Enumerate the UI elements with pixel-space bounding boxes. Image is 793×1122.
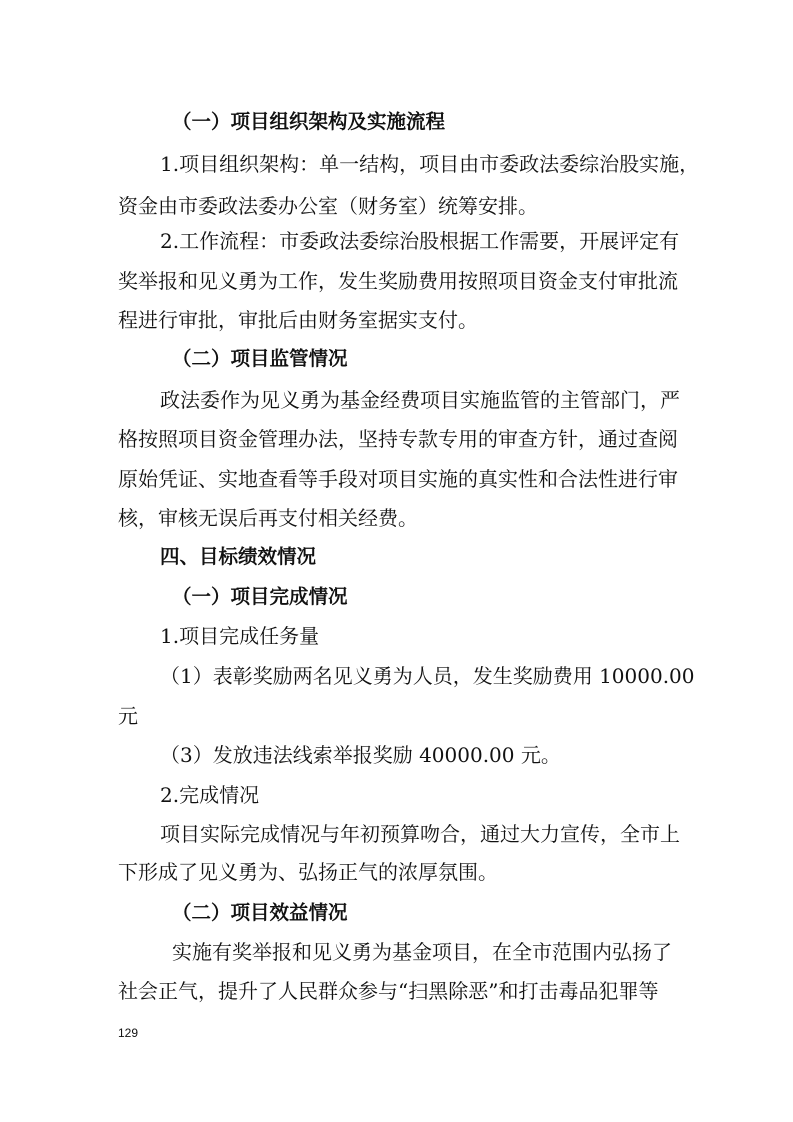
paragraph-line: 实施有奖举报和见义勇为基金项目，在全市范围内弘扬了: [172, 940, 672, 964]
paragraph-line: 资金由市委政法委办公室（财务室）统筹安排。: [118, 194, 538, 218]
paragraph-line: 政法委作为见义勇为基金经费项目实施监管的主管部门，严: [160, 388, 680, 412]
paragraph-line: 程进行审批，审批后由财务室据实支付。: [118, 308, 478, 332]
paragraph-line: 2.工作流程：市委政法委综治股根据工作需要，开展评定有: [160, 229, 680, 253]
paragraph-line: 1.项目完成任务量: [160, 624, 320, 648]
paragraph-line: 元: [118, 704, 138, 728]
section-heading-performance: 四、目标绩效情况: [160, 545, 317, 568]
paragraph-line: 社会正气，提升了人民群众参与“扫黑除恶”和打击毒品犯罪等: [118, 979, 659, 1003]
paragraph-line: （3）发放违法线索举报奖励 40000.00 元。: [160, 743, 561, 767]
paragraph-line: 2.完成情况: [160, 783, 260, 807]
section-heading-supervision: （二）项目监管情况: [172, 347, 348, 370]
paragraph-line: 下形成了见义勇为、弘扬正气的浓厚氛围。: [118, 860, 498, 884]
page-number: 129: [118, 1026, 139, 1040]
subsection-heading-completion: （一）项目完成情况: [172, 585, 348, 608]
section-heading-org-structure: （一）项目组织架构及实施流程: [172, 110, 446, 133]
subsection-heading-benefits: （二）项目效益情况: [172, 901, 348, 924]
paragraph-line: 奖举报和见义勇为工作，发生奖励费用按照项目资金支付审批流: [118, 269, 678, 293]
paragraph-line: 原始凭证、实地查看等手段对项目实施的真实性和合法性进行审: [118, 467, 678, 491]
paragraph-line: 格按照项目资金管理办法，坚持专款专用的审查方针，通过查阅: [118, 427, 678, 451]
paragraph-line: 项目实际完成情况与年初预算吻合，通过大力宣传，全市上: [160, 822, 680, 846]
paragraph-line: 1.项目组织架构：单一结构，项目由市委政法委综治股实施，: [160, 152, 700, 176]
paragraph-line: 核，审核无误后再支付相关经费。: [118, 506, 418, 530]
paragraph-line: （1）表彰奖励两名见义勇为人员，发生奖励费用 10000.00: [160, 664, 695, 688]
